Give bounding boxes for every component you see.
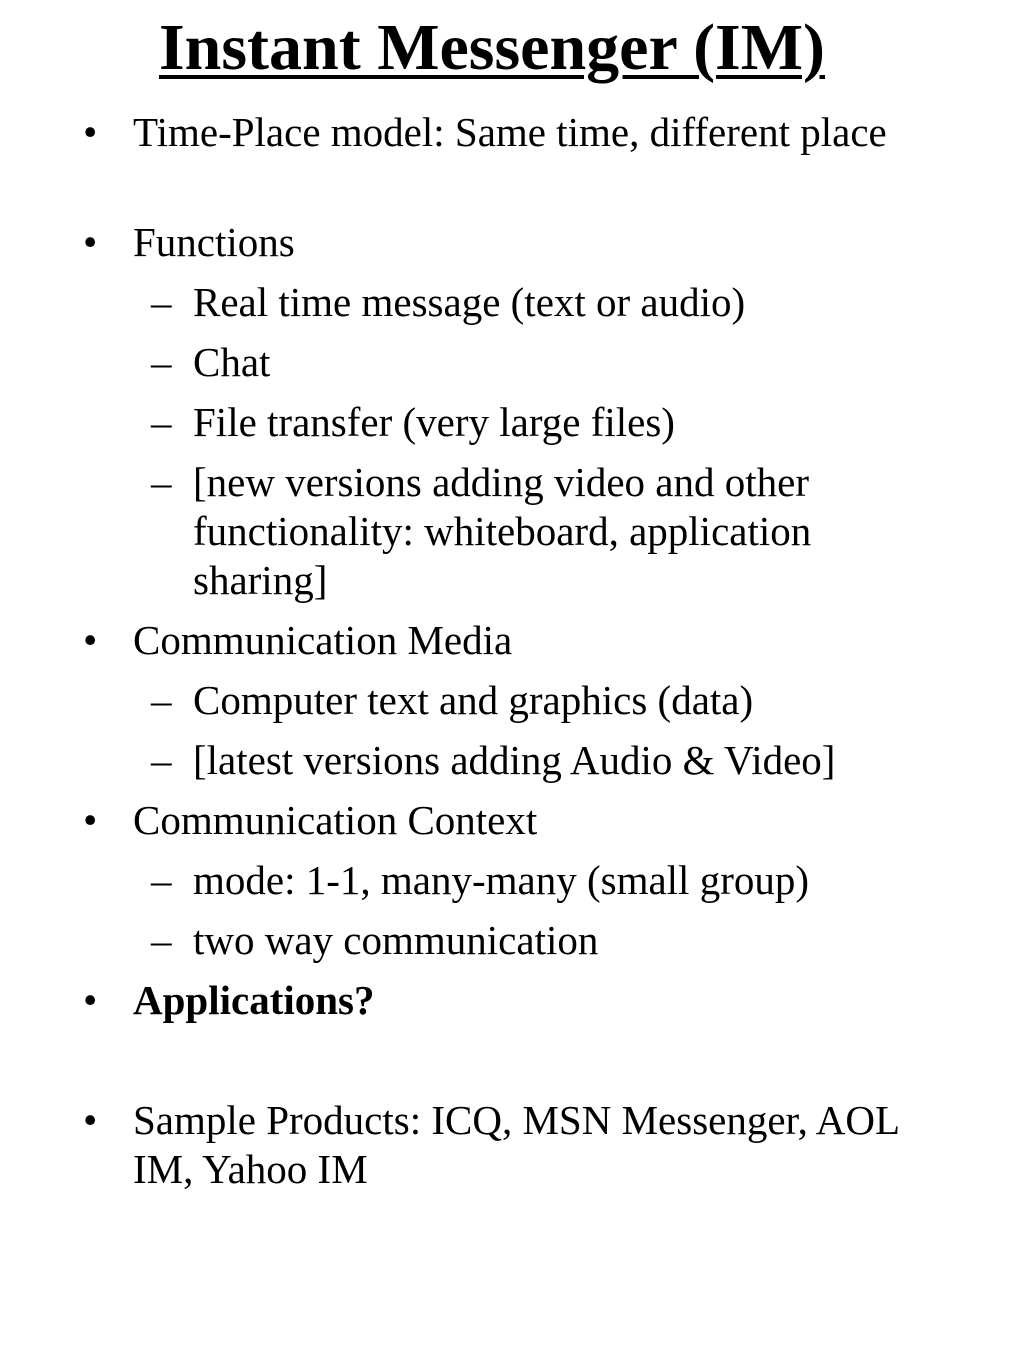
sub-bullet-two-way bbox=[151, 916, 953, 965]
slide-title: Instant Messenger (IM) bbox=[158, 11, 826, 84]
sub-bullet-marker: – bbox=[151, 677, 172, 723]
sub-bullet-text: [latest versions adding Audio & Video] bbox=[193, 737, 836, 783]
sub-bullet-text: File transfer (very large files) bbox=[193, 399, 675, 445]
sub-bullet-marker: – bbox=[151, 459, 172, 505]
bullet-marker: • bbox=[83, 617, 98, 663]
bullet-marker: • bbox=[83, 1097, 98, 1143]
sub-bullet-marker: – bbox=[151, 737, 172, 783]
sub-bullet-marker: – bbox=[151, 279, 172, 325]
sub-bullet-text: [new versions adding video and other functionality: whiteboard, application sharing] bbox=[193, 459, 812, 603]
sub-bullet-text: two way communication bbox=[193, 917, 599, 963]
bullet-marker: • bbox=[83, 109, 98, 155]
bullet-time-place-model bbox=[83, 108, 933, 157]
sub-bullet-real-time-message bbox=[151, 278, 953, 327]
sub-bullet-new-versions bbox=[151, 458, 953, 605]
sub-bullet-marker: – bbox=[151, 857, 172, 903]
bullet-text: Applications? bbox=[133, 977, 375, 1023]
sub-bullet-marker: – bbox=[151, 917, 172, 963]
sub-bullet-text: Chat bbox=[193, 339, 271, 385]
bullet-marker: • bbox=[83, 977, 98, 1023]
bullet-marker: • bbox=[83, 797, 98, 843]
bullet-text: Functions bbox=[133, 219, 295, 265]
bullet-text: Sample Products: ICQ, MSN Messenger, AOL IM, Yahoo IM bbox=[133, 1097, 899, 1192]
bullet-communication-media bbox=[83, 616, 933, 665]
sub-bullet-file-transfer bbox=[151, 398, 953, 447]
bullet-sample-products bbox=[83, 1096, 933, 1194]
bullet-communication-context bbox=[83, 796, 933, 845]
bullet-text: Communication Context bbox=[133, 797, 538, 843]
sub-bullet-computer-text bbox=[151, 676, 953, 725]
sub-bullet-chat bbox=[151, 338, 953, 387]
sub-bullet-marker: – bbox=[151, 399, 172, 445]
sub-bullet-marker: – bbox=[151, 339, 172, 385]
sub-bullet-text: mode: 1-1, many-many (small group) bbox=[193, 857, 810, 903]
bullet-text: Time-Place model: Same time, different place bbox=[133, 109, 887, 155]
bullet-text: Communication Media bbox=[133, 617, 513, 663]
bullet-applications bbox=[83, 976, 933, 1025]
sub-bullet-latest-versions bbox=[151, 736, 953, 785]
sub-bullet-text: Computer text and graphics (data) bbox=[193, 677, 754, 723]
sub-bullet-mode bbox=[151, 856, 953, 905]
bullet-functions bbox=[83, 218, 933, 267]
sub-bullet-text: Real time message (text or audio) bbox=[193, 279, 746, 325]
bullet-marker: • bbox=[83, 219, 98, 265]
